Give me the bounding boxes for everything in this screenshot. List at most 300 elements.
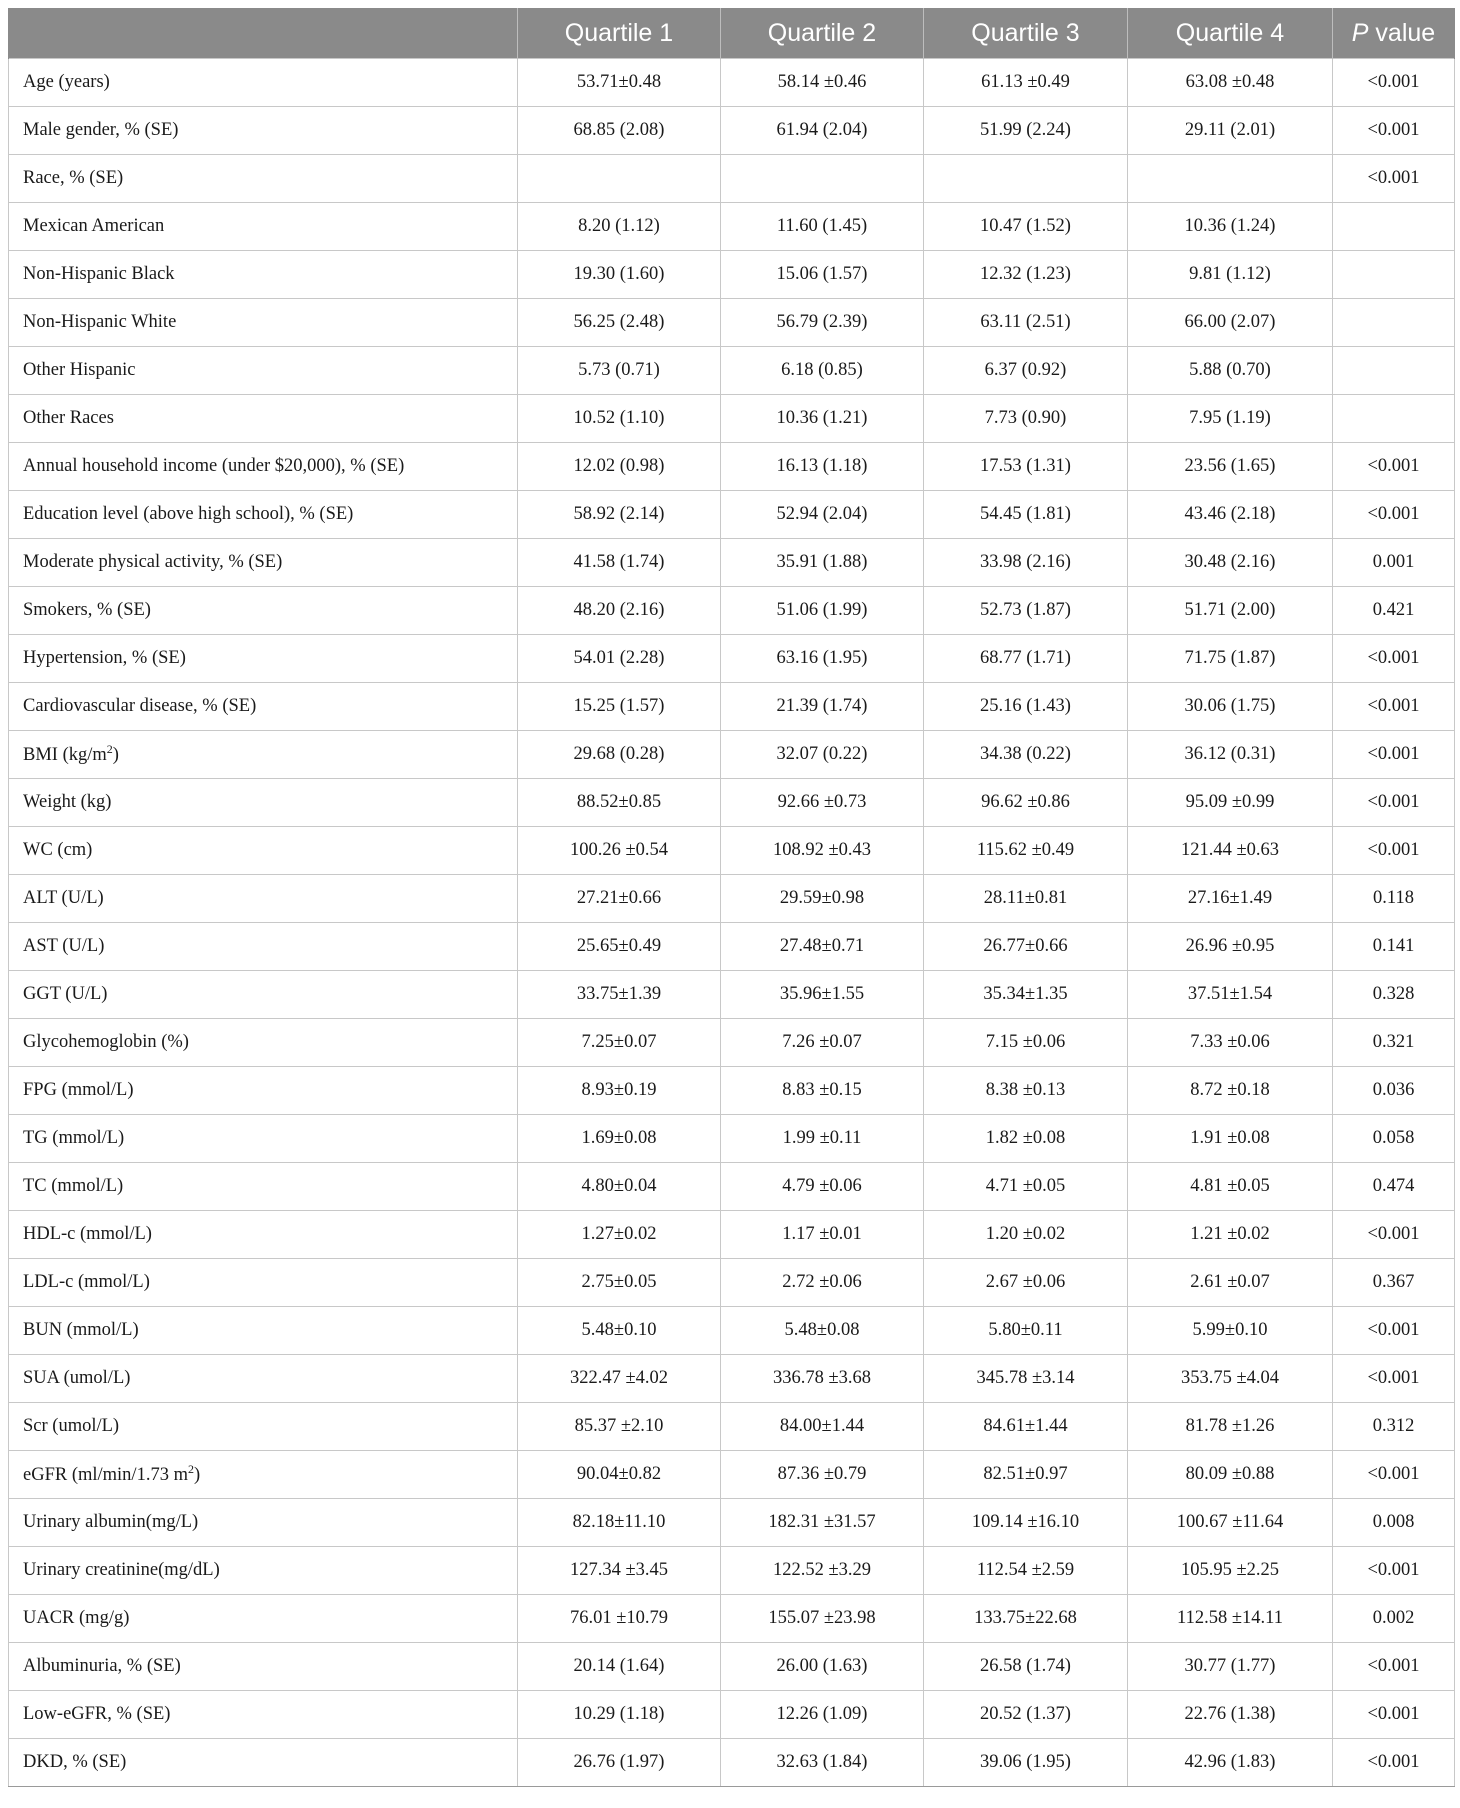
cell-quartile-4: 51.71 (2.00): [1128, 587, 1333, 635]
cell-quartile-2: 122.52 ±3.29: [721, 1547, 924, 1595]
row-label: [9, 539, 518, 587]
cell-quartile-3: 5.80±0.11: [924, 1307, 1128, 1355]
cell-quartile-2: 4.79 ±0.06: [721, 1163, 924, 1211]
table-row: [9, 635, 1455, 683]
cell-quartile-4: 100.67 ±11.64: [1128, 1499, 1333, 1547]
row-label: [9, 1211, 518, 1259]
cell-quartile-2: [721, 155, 924, 203]
row-label-text: Race, % (SE): [23, 168, 124, 188]
row-label-text: Mexican American: [23, 216, 165, 236]
cell-p-value: 0.328: [1333, 971, 1455, 1019]
cell-quartile-3: [924, 155, 1128, 203]
cell-quartile-3: 33.98 (2.16): [924, 539, 1128, 587]
row-label: [9, 1307, 518, 1355]
row-label: [9, 1739, 518, 1787]
cell-quartile-1: 27.21±0.66: [518, 875, 721, 923]
row-label: [9, 155, 518, 203]
cell-quartile-1: 127.34 ±3.45: [518, 1547, 721, 1595]
cell-quartile-1: 12.02 (0.98): [518, 443, 721, 491]
cell-quartile-3: 8.38 ±0.13: [924, 1067, 1128, 1115]
header-variable: [9, 8, 518, 59]
row-label-text: Male gender, % (SE): [23, 120, 179, 140]
table-row: [9, 395, 1455, 443]
cell-quartile-3: 17.53 (1.31): [924, 443, 1128, 491]
cell-quartile-1: 41.58 (1.74): [518, 539, 721, 587]
cell-quartile-4: 8.72 ±0.18: [1128, 1067, 1333, 1115]
row-label-text: Non-Hispanic White: [23, 312, 177, 332]
row-label: [9, 1451, 518, 1499]
row-label: [9, 107, 518, 155]
table-row: [9, 299, 1455, 347]
table-row: [9, 539, 1455, 587]
row-label-text: Albuminuria, % (SE): [23, 1656, 181, 1676]
table-row: [9, 1211, 1455, 1259]
row-label: [9, 1019, 518, 1067]
cell-quartile-1: 85.37 ±2.10: [518, 1403, 721, 1451]
cell-quartile-1: 54.01 (2.28): [518, 635, 721, 683]
row-label-text: GGT (U/L): [23, 984, 108, 1004]
cell-quartile-1: 322.47 ±4.02: [518, 1355, 721, 1403]
row-label-text: Non-Hispanic Black: [23, 264, 175, 284]
cell-quartile-4: 26.96 ±0.95: [1128, 923, 1333, 971]
cell-p-value: 0.421: [1333, 587, 1455, 635]
row-label-text: BMI (kg/m: [23, 745, 107, 766]
table-row: [9, 779, 1455, 827]
header-quartile-1: Quartile 1: [518, 8, 721, 59]
cell-quartile-2: 56.79 (2.39): [721, 299, 924, 347]
cell-quartile-2: 8.83 ±0.15: [721, 1067, 924, 1115]
cell-p-value: [1333, 299, 1455, 347]
cell-p-value: <0.001: [1333, 155, 1455, 203]
row-label-text: BUN (mmol/L): [23, 1320, 139, 1340]
cell-quartile-2: 6.18 (0.85): [721, 347, 924, 395]
table-row: [9, 1691, 1455, 1739]
cell-quartile-1: 29.68 (0.28): [518, 731, 721, 779]
cell-p-value: <0.001: [1333, 1451, 1455, 1499]
row-label-text: SUA (umol/L): [23, 1368, 131, 1388]
row-label: [9, 971, 518, 1019]
cell-p-value: 0.036: [1333, 1067, 1455, 1115]
cell-quartile-2: 16.13 (1.18): [721, 443, 924, 491]
table-row: [9, 251, 1455, 299]
header-quartile-4: Quartile 4: [1128, 8, 1333, 59]
table-row: [9, 1451, 1455, 1499]
cell-p-value: <0.001: [1333, 1547, 1455, 1595]
row-label: [9, 683, 518, 731]
table-row: [9, 1355, 1455, 1403]
cell-quartile-2: 51.06 (1.99): [721, 587, 924, 635]
cell-quartile-2: 35.96±1.55: [721, 971, 924, 1019]
cell-quartile-1: 56.25 (2.48): [518, 299, 721, 347]
table-row: [9, 1067, 1455, 1115]
row-label-text: Annual household income (under $20,000), % (SE): [23, 456, 405, 476]
cell-quartile-2: 26.00 (1.63): [721, 1643, 924, 1691]
table-row: [9, 491, 1455, 539]
row-label-text: Low-eGFR, % (SE): [23, 1704, 171, 1724]
cell-p-value: <0.001: [1333, 1643, 1455, 1691]
table-row: [9, 971, 1455, 1019]
cell-quartile-4: 9.81 (1.12): [1128, 251, 1333, 299]
row-label-text: eGFR (ml/min/1.73 m: [23, 1465, 188, 1486]
header-p-letter: P: [1351, 18, 1369, 47]
data-table-container: [8, 8, 1454, 1787]
cell-quartile-4: 2.61 ±0.07: [1128, 1259, 1333, 1307]
table-header: [9, 8, 1455, 59]
cell-quartile-3: 2.67 ±0.06: [924, 1259, 1128, 1307]
cell-quartile-1: 2.75±0.05: [518, 1259, 721, 1307]
row-label: [9, 1115, 518, 1163]
cell-quartile-2: 32.63 (1.84): [721, 1739, 924, 1787]
table-row: [9, 875, 1455, 923]
row-label: [9, 1259, 518, 1307]
cell-quartile-2: 61.94 (2.04): [721, 107, 924, 155]
row-label: [9, 635, 518, 683]
cell-quartile-1: 7.25±0.07: [518, 1019, 721, 1067]
row-label: [9, 443, 518, 491]
cell-quartile-3: 52.73 (1.87): [924, 587, 1128, 635]
cell-p-value: 0.474: [1333, 1163, 1455, 1211]
cell-quartile-4: 1.21 ±0.02: [1128, 1211, 1333, 1259]
cell-quartile-2: 1.99 ±0.11: [721, 1115, 924, 1163]
cell-quartile-3: 6.37 (0.92): [924, 347, 1128, 395]
cell-quartile-3: 345.78 ±3.14: [924, 1355, 1128, 1403]
cell-quartile-1: 1.69±0.08: [518, 1115, 721, 1163]
table-row: [9, 827, 1455, 875]
cell-p-value: [1333, 203, 1455, 251]
cell-quartile-1: 90.04±0.82: [518, 1451, 721, 1499]
table-row: [9, 1259, 1455, 1307]
cell-quartile-3: 115.62 ±0.49: [924, 827, 1128, 875]
row-label-text: TG (mmol/L): [23, 1128, 125, 1148]
row-label: [9, 1403, 518, 1451]
cell-p-value: 0.058: [1333, 1115, 1455, 1163]
cell-p-value: <0.001: [1333, 635, 1455, 683]
row-label-text: WC (cm): [23, 840, 93, 860]
header-quartile-3: Quartile 3: [924, 8, 1128, 59]
table-row: [9, 1643, 1455, 1691]
cell-quartile-3: 28.11±0.81: [924, 875, 1128, 923]
cell-quartile-1: 4.80±0.04: [518, 1163, 721, 1211]
table-row: [9, 347, 1455, 395]
row-label-text: TC (mmol/L): [23, 1176, 124, 1196]
row-label: [9, 395, 518, 443]
cell-quartile-3: 1.82 ±0.08: [924, 1115, 1128, 1163]
row-label: [9, 491, 518, 539]
cell-quartile-1: 19.30 (1.60): [518, 251, 721, 299]
cell-quartile-2: 155.07 ±23.98: [721, 1595, 924, 1643]
cell-quartile-3: 7.73 (0.90): [924, 395, 1128, 443]
cell-quartile-2: 336.78 ±3.68: [721, 1355, 924, 1403]
header-p-suffix: value: [1368, 18, 1436, 47]
row-label: [9, 251, 518, 299]
cell-quartile-3: 54.45 (1.81): [924, 491, 1128, 539]
cell-p-value: <0.001: [1333, 731, 1455, 779]
cell-quartile-2: 63.16 (1.95): [721, 635, 924, 683]
row-label: [9, 299, 518, 347]
row-label: [9, 1163, 518, 1211]
table-row: [9, 107, 1455, 155]
cell-quartile-4: 66.00 (2.07): [1128, 299, 1333, 347]
cell-quartile-4: 27.16±1.49: [1128, 875, 1333, 923]
cell-quartile-1: 20.14 (1.64): [518, 1643, 721, 1691]
cell-quartile-3: 96.62 ±0.86: [924, 779, 1128, 827]
row-label-text: Cardiovascular disease, % (SE): [23, 696, 257, 716]
row-label: [9, 203, 518, 251]
table-row: [9, 443, 1455, 491]
cell-quartile-4: 80.09 ±0.88: [1128, 1451, 1333, 1499]
table-row: [9, 1307, 1455, 1355]
cell-quartile-4: 42.96 (1.83): [1128, 1739, 1333, 1787]
row-label-text: DKD, % (SE): [23, 1752, 127, 1772]
cell-quartile-3: 133.75±22.68: [924, 1595, 1128, 1643]
cell-quartile-1: 8.20 (1.12): [518, 203, 721, 251]
cell-p-value: <0.001: [1333, 491, 1455, 539]
table-row: [9, 731, 1455, 779]
row-label: [9, 1643, 518, 1691]
cell-quartile-2: 1.17 ±0.01: [721, 1211, 924, 1259]
cell-quartile-4: 112.58 ±14.11: [1128, 1595, 1333, 1643]
row-label: [9, 1067, 518, 1115]
cell-quartile-4: 5.99±0.10: [1128, 1307, 1333, 1355]
quartile-characteristics-table: [8, 8, 1455, 1787]
row-label: [9, 731, 518, 779]
cell-p-value: <0.001: [1333, 827, 1455, 875]
cell-quartile-1: 88.52±0.85: [518, 779, 721, 827]
row-label: [9, 1355, 518, 1403]
table-row: [9, 1115, 1455, 1163]
row-label-end: ): [193, 1465, 201, 1486]
cell-quartile-2: 58.14 ±0.46: [721, 59, 924, 107]
cell-quartile-4: 36.12 (0.31): [1128, 731, 1333, 779]
cell-p-value: <0.001: [1333, 1691, 1455, 1739]
cell-quartile-4: 29.11 (2.01): [1128, 107, 1333, 155]
cell-quartile-1: 33.75±1.39: [518, 971, 721, 1019]
cell-quartile-4: 30.06 (1.75): [1128, 683, 1333, 731]
row-label: [9, 1499, 518, 1547]
row-label: [9, 1595, 518, 1643]
cell-p-value: <0.001: [1333, 1739, 1455, 1787]
cell-quartile-2: 5.48±0.08: [721, 1307, 924, 1355]
cell-quartile-2: 10.36 (1.21): [721, 395, 924, 443]
row-label-text: Age (years): [23, 72, 110, 92]
cell-quartile-2: 15.06 (1.57): [721, 251, 924, 299]
cell-quartile-3: 112.54 ±2.59: [924, 1547, 1128, 1595]
cell-quartile-4: 37.51±1.54: [1128, 971, 1333, 1019]
row-label-text: Education level (above high school), % (SE): [23, 504, 354, 524]
cell-p-value: 0.367: [1333, 1259, 1455, 1307]
cell-quartile-2: 32.07 (0.22): [721, 731, 924, 779]
cell-quartile-3: 34.38 (0.22): [924, 731, 1128, 779]
cell-quartile-2: 52.94 (2.04): [721, 491, 924, 539]
table-row: [9, 59, 1455, 107]
row-label-text: Glycohemoglobin (%): [23, 1032, 189, 1052]
cell-quartile-3: 20.52 (1.37): [924, 1691, 1128, 1739]
cell-p-value: 0.118: [1333, 875, 1455, 923]
cell-quartile-2: 2.72 ±0.06: [721, 1259, 924, 1307]
table-row: [9, 1403, 1455, 1451]
header-quartile-2: Quartile 2: [721, 8, 924, 59]
cell-p-value: 0.008: [1333, 1499, 1455, 1547]
cell-quartile-1: 68.85 (2.08): [518, 107, 721, 155]
cell-p-value: 0.002: [1333, 1595, 1455, 1643]
cell-quartile-1: 58.92 (2.14): [518, 491, 721, 539]
row-label-superscript: 2: [187, 1462, 194, 1477]
row-label-text: ALT (U/L): [23, 888, 104, 908]
row-label: [9, 587, 518, 635]
cell-quartile-3: 68.77 (1.71): [924, 635, 1128, 683]
cell-quartile-3: 12.32 (1.23): [924, 251, 1128, 299]
cell-quartile-3: 39.06 (1.95): [924, 1739, 1128, 1787]
cell-quartile-3: 35.34±1.35: [924, 971, 1128, 1019]
row-label-text: Other Hispanic: [23, 360, 136, 380]
table-row: [9, 1163, 1455, 1211]
cell-quartile-2: 92.66 ±0.73: [721, 779, 924, 827]
table-row: [9, 587, 1455, 635]
row-label: [9, 347, 518, 395]
cell-quartile-1: 10.52 (1.10): [518, 395, 721, 443]
table-row: [9, 1019, 1455, 1067]
cell-quartile-4: 5.88 (0.70): [1128, 347, 1333, 395]
cell-quartile-1: 53.71±0.48: [518, 59, 721, 107]
cell-quartile-2: 35.91 (1.88): [721, 539, 924, 587]
cell-quartile-3: 26.77±0.66: [924, 923, 1128, 971]
cell-quartile-2: 84.00±1.44: [721, 1403, 924, 1451]
cell-quartile-4: 95.09 ±0.99: [1128, 779, 1333, 827]
cell-quartile-4: 43.46 (2.18): [1128, 491, 1333, 539]
row-label-text: Weight (kg): [23, 792, 112, 812]
row-label-text: LDL-c (mmol/L): [23, 1272, 150, 1292]
row-label-text: Scr (umol/L): [23, 1416, 120, 1436]
cell-quartile-3: 82.51±0.97: [924, 1451, 1128, 1499]
row-label-superscript: 2: [106, 742, 113, 757]
row-label-text: UACR (mg/g): [23, 1608, 130, 1628]
cell-p-value: <0.001: [1333, 443, 1455, 491]
cell-quartile-4: 23.56 (1.65): [1128, 443, 1333, 491]
cell-quartile-4: [1128, 155, 1333, 203]
cell-p-value: <0.001: [1333, 683, 1455, 731]
row-label-end: ): [112, 745, 119, 766]
cell-quartile-4: 81.78 ±1.26: [1128, 1403, 1333, 1451]
table-row: [9, 683, 1455, 731]
cell-quartile-2: 12.26 (1.09): [721, 1691, 924, 1739]
cell-quartile-1: 26.76 (1.97): [518, 1739, 721, 1787]
cell-quartile-2: 29.59±0.98: [721, 875, 924, 923]
cell-quartile-3: 51.99 (2.24): [924, 107, 1128, 155]
cell-quartile-3: 109.14 ±16.10: [924, 1499, 1128, 1547]
row-label-text: HDL-c (mmol/L): [23, 1224, 152, 1244]
table-row: [9, 1547, 1455, 1595]
cell-p-value: <0.001: [1333, 1355, 1455, 1403]
cell-quartile-4: 7.33 ±0.06: [1128, 1019, 1333, 1067]
cell-p-value: 0.312: [1333, 1403, 1455, 1451]
cell-quartile-3: 61.13 ±0.49: [924, 59, 1128, 107]
cell-quartile-1: 10.29 (1.18): [518, 1691, 721, 1739]
cell-quartile-2: 27.48±0.71: [721, 923, 924, 971]
cell-quartile-1: 5.48±0.10: [518, 1307, 721, 1355]
cell-p-value: [1333, 251, 1455, 299]
cell-quartile-1: 8.93±0.19: [518, 1067, 721, 1115]
table-row: [9, 1595, 1455, 1643]
row-label-text: Smokers, % (SE): [23, 600, 151, 620]
cell-p-value: <0.001: [1333, 107, 1455, 155]
cell-quartile-1: [518, 155, 721, 203]
cell-quartile-4: 1.91 ±0.08: [1128, 1115, 1333, 1163]
cell-quartile-2: 182.31 ±31.57: [721, 1499, 924, 1547]
table-row: [9, 155, 1455, 203]
cell-quartile-2: 108.92 ±0.43: [721, 827, 924, 875]
cell-quartile-3: 63.11 (2.51): [924, 299, 1128, 347]
row-label-text: Urinary creatinine(mg/dL): [23, 1560, 220, 1580]
cell-p-value: 0.141: [1333, 923, 1455, 971]
cell-p-value: 0.321: [1333, 1019, 1455, 1067]
cell-quartile-4: 105.95 ±2.25: [1128, 1547, 1333, 1595]
cell-quartile-1: 100.26 ±0.54: [518, 827, 721, 875]
cell-p-value: 0.001: [1333, 539, 1455, 587]
cell-p-value: [1333, 347, 1455, 395]
cell-quartile-3: 25.16 (1.43): [924, 683, 1128, 731]
row-label-text: Other Races: [23, 408, 114, 428]
cell-quartile-2: 87.36 ±0.79: [721, 1451, 924, 1499]
row-label: [9, 779, 518, 827]
cell-p-value: <0.001: [1333, 1307, 1455, 1355]
cell-quartile-4: 10.36 (1.24): [1128, 203, 1333, 251]
cell-quartile-1: 25.65±0.49: [518, 923, 721, 971]
cell-quartile-4: 30.48 (2.16): [1128, 539, 1333, 587]
row-label: [9, 827, 518, 875]
header-p-value: [1333, 8, 1455, 59]
cell-quartile-1: 5.73 (0.71): [518, 347, 721, 395]
cell-quartile-2: 7.26 ±0.07: [721, 1019, 924, 1067]
cell-quartile-1: 15.25 (1.57): [518, 683, 721, 731]
cell-quartile-4: 30.77 (1.77): [1128, 1643, 1333, 1691]
row-label-text: Urinary albumin(mg/L): [23, 1512, 199, 1532]
cell-quartile-1: 48.20 (2.16): [518, 587, 721, 635]
cell-quartile-3: 84.61±1.44: [924, 1403, 1128, 1451]
row-label: [9, 1547, 518, 1595]
cell-p-value: <0.001: [1333, 1211, 1455, 1259]
cell-quartile-4: 22.76 (1.38): [1128, 1691, 1333, 1739]
cell-quartile-2: 11.60 (1.45): [721, 203, 924, 251]
cell-p-value: [1333, 395, 1455, 443]
cell-quartile-3: 7.15 ±0.06: [924, 1019, 1128, 1067]
cell-quartile-4: 121.44 ±0.63: [1128, 827, 1333, 875]
cell-quartile-4: 7.95 (1.19): [1128, 395, 1333, 443]
row-label-text: FPG (mmol/L): [23, 1080, 134, 1100]
cell-quartile-1: 1.27±0.02: [518, 1211, 721, 1259]
row-label: [9, 923, 518, 971]
row-label-text: AST (U/L): [23, 936, 105, 956]
table-row: [9, 923, 1455, 971]
cell-quartile-4: 63.08 ±0.48: [1128, 59, 1333, 107]
cell-quartile-3: 26.58 (1.74): [924, 1643, 1128, 1691]
cell-quartile-3: 1.20 ±0.02: [924, 1211, 1128, 1259]
table-row: [9, 1499, 1455, 1547]
row-label-text: Hypertension, % (SE): [23, 648, 186, 668]
cell-quartile-4: 353.75 ±4.04: [1128, 1355, 1333, 1403]
cell-quartile-3: 4.71 ±0.05: [924, 1163, 1128, 1211]
table-body: [9, 59, 1455, 1787]
cell-p-value: <0.001: [1333, 59, 1455, 107]
table-row: [9, 1739, 1455, 1787]
cell-quartile-4: 4.81 ±0.05: [1128, 1163, 1333, 1211]
row-label-text: Moderate physical activity, % (SE): [23, 552, 283, 572]
cell-p-value: <0.001: [1333, 779, 1455, 827]
table-row: [9, 203, 1455, 251]
row-label: [9, 875, 518, 923]
row-label: [9, 59, 518, 107]
cell-quartile-3: 10.47 (1.52): [924, 203, 1128, 251]
cell-quartile-1: 82.18±11.10: [518, 1499, 721, 1547]
